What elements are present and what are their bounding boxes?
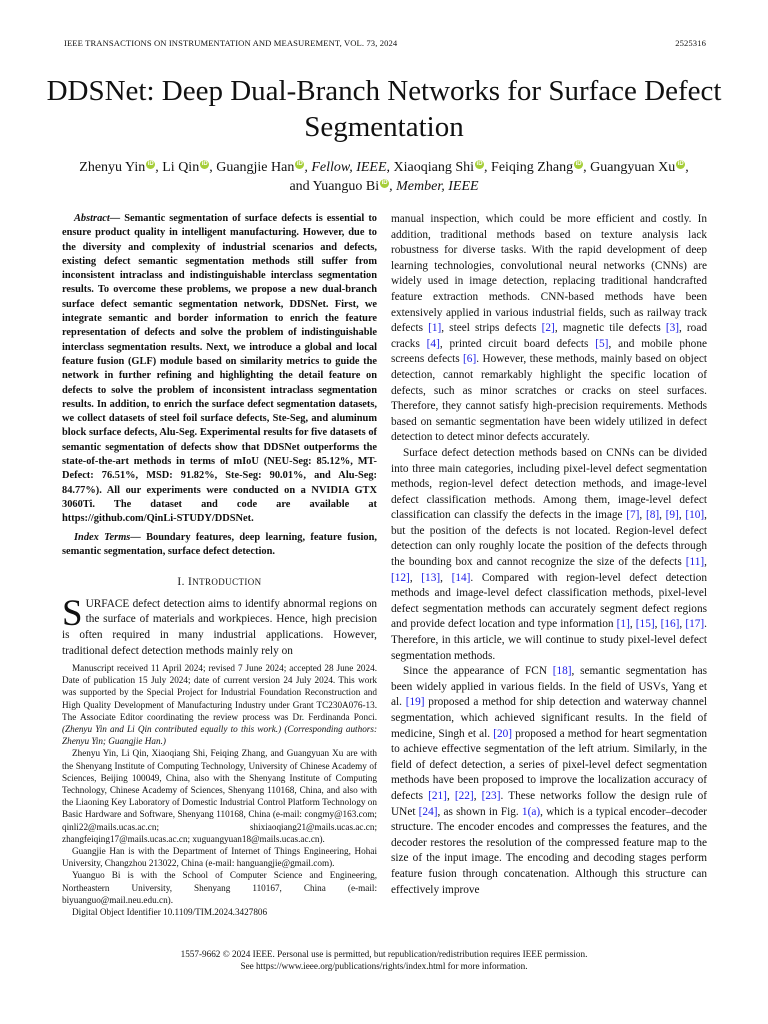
citation-link[interactable]: [3] bbox=[665, 322, 679, 335]
footnote-affiliation: Yuanguo Bi is with the School of Computer Science and Engineering, Northeastern University, Shenyang 110167, China (e-mail: biyuanguo@mail.neu.edu.cn). bbox=[62, 870, 377, 905]
copyright-line: 1557-9662 © 2024 IEEE. Personal use is permitted, but republication/redistribution requires IEEE permission. bbox=[180, 949, 588, 959]
orcid-icon[interactable]: iD bbox=[296, 161, 303, 167]
citation-link[interactable]: [22] bbox=[454, 789, 474, 802]
orcid-icon[interactable]: iD bbox=[381, 180, 388, 186]
abstract bbox=[62, 212, 377, 527]
author-name: and Yuanguo Bi bbox=[289, 179, 380, 194]
body-paragraph: Surface defect detection methods based on CNNs can be divided into three main categories, including pixel-level defect segmentation methods, region-level defect detection methods, and image-level defect classification methods. Among them, image-level defect classification can classify the defects in the image [7], [8], [9], [10], but the position of the defects is not located. Region-level defect detection can only roughly locate the position of the defects through the bounding box and cannot recognize the size of the defects [11], [12], [13], [14]. Compared with region-level defect detection methods and image-level defect classification methods, pixel-level defect segmentation methods can accurately segment defect regions and provide defect location and type information [1], [15], [16], [17]. Therefore, in this article, we will continue to study pixel-level defect segmentation methods. bbox=[391, 446, 707, 662]
citation-link[interactable]: [4] bbox=[426, 337, 440, 350]
abstract-text: Semantic segmentation of surface defects is essential to ensure product quality in intelligent manufacturing. However, due to the diversity and complexity of industrial scenarios and defects, existing defect semantic segmentation methods still suffer from inconsistent intraclass and indistinguishable interclass segmentation results. To overcome these problems, we propose a new dual-branch surface defect semantic segmentation network, DDSNet. First, we integrate semantic and border information to enrich the feature representation of defects and solve the problem of indistinguishable interclass segmentation results. Next, we introduce a global and local feature fusion (GLF) module based on similarity metrics to guide the network in further refining and highlighting the detail feature on defects to solve the problem of inconsistent intraclass segmentation results. In addition, to enrich the surface defect segmentation datasets, we collect datasets of steel foil surface defects, Ste-Seg, and aluminum block surface defects, Alu-Seg. Experimental results for five datasets of semantic segmentation of defects show that DDSNet outperforms the state-of-the-art methods in terms of mIoU (NEU-Seg: 85.12%, MT-Defect: 76.51%, MSD: 91.82%, Ste-Seg: 90.01%, and Alu-Seg: 84.77%). All our experiments were conducted on a NVIDIA GTX 3060Ti. The dataset and code are available at https://github.com/QinLi-STUDY/DDSNet. bbox=[62, 213, 377, 525]
citation-link[interactable]: [12] bbox=[391, 571, 410, 584]
author-name: , Feiqing Zhang bbox=[484, 160, 574, 175]
citation-link[interactable]: [9] bbox=[665, 509, 679, 522]
author-name: Zhenyu Yin bbox=[79, 160, 146, 175]
footnotes bbox=[62, 662, 377, 918]
author-name: , Li Qin bbox=[155, 160, 200, 175]
author-name: , Xiaoqiang Shi bbox=[386, 160, 475, 175]
citation-link[interactable]: [21] bbox=[428, 789, 447, 802]
citation-link[interactable]: [14] bbox=[451, 571, 471, 584]
citation-link[interactable]: [16] bbox=[660, 618, 680, 631]
orcid-icon[interactable]: iD bbox=[677, 161, 684, 167]
citation-link[interactable]: [2] bbox=[541, 322, 555, 335]
section-heading-introduction: I. INTRODUCTION bbox=[177, 576, 262, 589]
paper-title: DDSNet: Deep Dual-Branch Networks for Surface Defect Segmentation bbox=[46, 75, 722, 143]
running-header-article-number: 2525316 bbox=[675, 38, 706, 48]
copyright-line: See https://www.ieee.org/publications/rights/index.html for more information. bbox=[240, 961, 528, 971]
author-list: Zhenyu Yin iD , Li Qin iD , Guangjie Han iD , Fellow, IEEE, Xiaoqiang Shi iD , Feiqing Zhang iD , Guangyuan Xu iD , and Yuanguo Bi iD , Member, IEEE bbox=[79, 160, 689, 194]
orcid-icon[interactable]: iD bbox=[575, 161, 582, 167]
orcid-icon[interactable]: iD bbox=[147, 161, 154, 167]
figure-link[interactable]: 1(a) bbox=[521, 805, 541, 818]
footnote-manuscript: Manuscript received 11 April 2024; revised 7 June 2024; accepted 28 June 2024. Date of publication 15 July 2024; date of current version 24 July 2024. This work was supported by the Special Project for Industrial Foundation Reconstruction and High Quality Development of Manufacturing Industry under Grant TC230A076-13. The Associate Editor coordinating the review process was Dr. Ferdinanda Ponci. (Zhenyu Yin and Li Qin contributed equally to this work.) (Corresponding authors: Zhenyu Yin; Guangjie Han.) bbox=[62, 663, 377, 747]
left-column bbox=[62, 212, 377, 659]
drop-cap: S bbox=[62, 592, 83, 634]
citation-link[interactable]: [19] bbox=[405, 696, 425, 709]
orcid-icon[interactable]: iD bbox=[201, 161, 208, 167]
footnote-affiliation: Zhenyu Yin, Li Qin, Xiaoqiang Shi, Feiqing Zhang, and Guangyuan Xu are with the Shenyang Institute of Computing Technology, University of Chinese Academy of Sciences, Beijing 100049, China, also with the Shenyang Institute of Computing Technology, Chinese Academy of Sciences, Shenyang 110168, China, and also with the Liaoning Key Laboratory of Domestic Industrial Control Platform Technology on Basic Hardware and Software, Shenyang 110168, China (e-mail: congmy@163.com; qinli22@mails.ucas.ac.cn; shixiaoqiang21@mails.ucas.ac.cn; zhangfeiqing17@mails.ucas.ac.cn; xuguangyuan18@mails.ucas.ac.cn). bbox=[62, 748, 377, 844]
copyright-notice bbox=[64, 948, 704, 972]
citation-link[interactable]: [11] bbox=[685, 556, 705, 569]
citation-link[interactable]: [6] bbox=[463, 353, 477, 366]
author-role: , Fellow, IEEE bbox=[304, 160, 387, 175]
citation-link[interactable]: [13] bbox=[421, 571, 441, 584]
author-name: , Guangjie Han bbox=[209, 160, 295, 175]
citation-link[interactable]: [15] bbox=[635, 618, 655, 631]
citation-link[interactable]: [18] bbox=[552, 665, 572, 678]
footnote-affiliation: Guangjie Han is with the Department of Internet of Things Engineering, Hohai University, Changzhou 213022, China (e-mail: hanguangjie@gmail.com). bbox=[62, 846, 377, 869]
right-column bbox=[391, 212, 707, 898]
body-paragraph: Since the appearance of FCN [18], semantic segmentation has been widely applied in various fields. In the field of USVs, Yang et al. [19] proposed a method for ship detection and waterway channel segmentation, which achieved significant results. In the field of medicine, Singh et al. [20] proposed a method for heart segmentation to achieve effective segmentation of the left atrium. Similarly, in the field of defect detection, a series of pixel-level defect segmentation methods have been proposed to improve the localization accuracy of defects [21], [22], [23]. These networks follow the design rule of UNet [24], as shown in Fig. 1(a), which is a typical encoder–decoder structure. The encoder encodes and compresses the features, and the decoder restores the resolution of the compressed feature map to the size of the input image. The encoding and decoding stages perform feature fusion through concatenation. Although this structure can effectively improve bbox=[391, 665, 708, 896]
citation-link[interactable]: [5] bbox=[595, 337, 609, 350]
citation-link[interactable]: [1] bbox=[428, 322, 442, 335]
citation-link[interactable]: [24] bbox=[418, 805, 438, 818]
author-name: , Guangyuan Xu bbox=[583, 160, 676, 175]
running-header-journal: IEEE TRANSACTIONS ON INSTRUMENTATION AND MEASUREMENT, VOL. 73, 2024 bbox=[64, 38, 398, 48]
citation-link[interactable]: [23] bbox=[481, 789, 501, 802]
orcid-icon[interactable]: iD bbox=[476, 161, 483, 167]
body-paragraph: manual inspection, which could be more efficient and costly. In addition, traditional methods based on texture analysis lack robustness for diverse tasks. With the rapid development of deep learning technologies, convolutional neural networks (CNNs) are widely used in image detection, replacing traditional handcrafted feature extraction methods. CNN-based methods have been extensively applied in various industrial fields, such as railway track defects [1], steel strips defects [2], magnetic tile defects [3], road cracks [4], printed circuit board defects [5], and mobile phone screens defects [6]. However, these methods, mainly based on object detection, cannot remarkably highlight the specific location of defects, such as minor scratches or cracks on steel surfaces. Therefore, they cannot satisfy high-precision requirements. Methods based on semantic segmentation have been widely utilized in defect detection to detect minor defects accurately. bbox=[391, 213, 707, 444]
citation-link[interactable]: [17] bbox=[685, 618, 705, 631]
citation-link[interactable]: [1] bbox=[616, 618, 630, 631]
abstract-label: Abstract— bbox=[74, 213, 121, 224]
citation-link[interactable]: [8] bbox=[645, 509, 660, 522]
index-terms-label: Index Terms— bbox=[74, 531, 141, 543]
footnote-doi: Digital Object Identifier 10.1109/TIM.2024.3427806 bbox=[72, 907, 268, 918]
citation-link[interactable]: [20] bbox=[493, 727, 513, 740]
author-role: , Member, IEEE bbox=[389, 179, 479, 194]
intro-paragraph: SURFACE defect detection aims to identify abnormal regions on the surface of materials and workpieces. Hence, high precision is often required in many industrial applications. However, traditional defect detection methods mainly rely on bbox=[62, 592, 377, 657]
citation-link[interactable]: [7] bbox=[626, 509, 640, 522]
index-terms-text: Boundary features, deep learning, feature fusion, semantic segmentation, surface defect detection. bbox=[62, 531, 377, 557]
index-terms bbox=[62, 531, 377, 560]
citation-link[interactable]: [10] bbox=[685, 509, 705, 522]
